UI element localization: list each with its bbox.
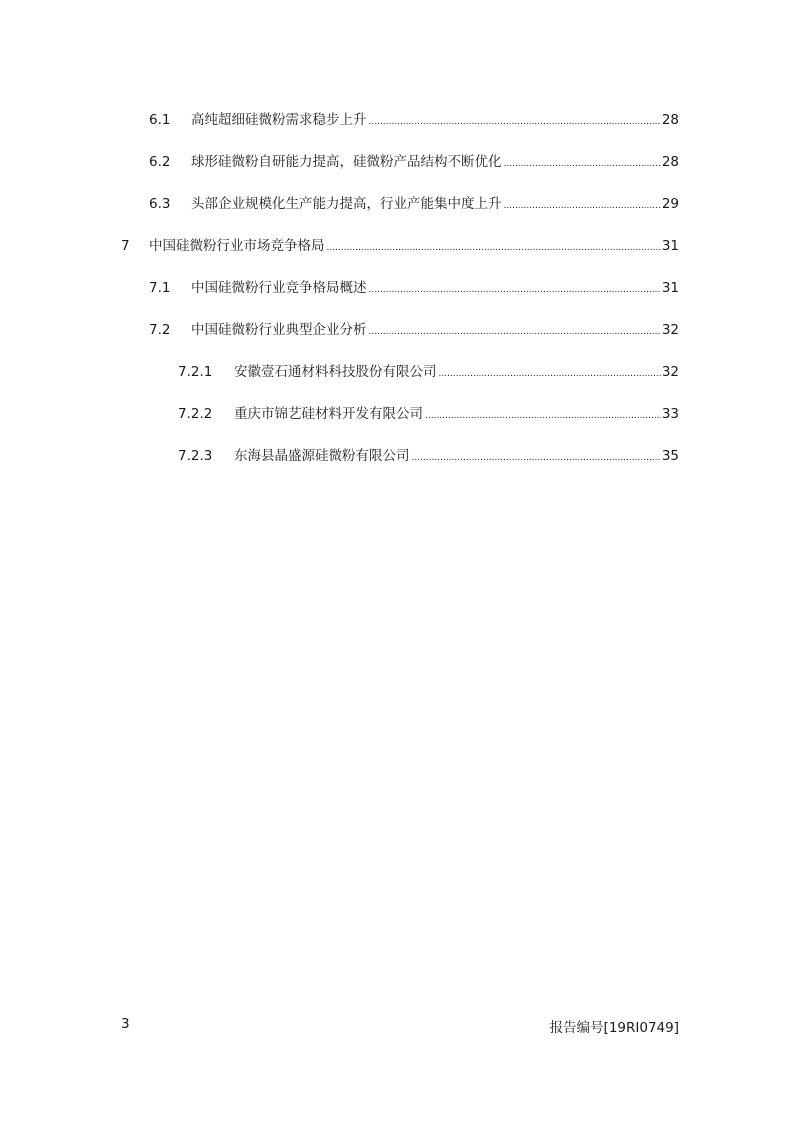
toc-entry-page: 32 <box>661 322 679 338</box>
toc-entry-title: 中国硅微粉行业竞争格局概述 <box>191 280 367 296</box>
footer-report-id: 报告编号[19RI0749] <box>549 1020 679 1036</box>
toc-entry-title: 高纯超细硅微粉需求稳步上升 <box>191 112 367 128</box>
toc-entry-page: 31 <box>661 280 679 296</box>
toc-entry-title: 中国硅微粉行业市场竞争格局 <box>149 238 325 254</box>
footer-page-number: 3 <box>121 1016 130 1032</box>
toc-entry-page: 28 <box>661 154 679 170</box>
toc-entry-title: 东海县晶盛源硅微粉有限公司 <box>234 448 410 464</box>
toc-entry-page: 33 <box>661 406 679 422</box>
toc-entry-7-2[interactable] <box>149 318 679 338</box>
toc-dot-leader <box>425 412 661 421</box>
toc-entry-7-1[interactable] <box>149 276 679 296</box>
toc-entry-6-3[interactable] <box>149 192 679 212</box>
toc-entry-page: 35 <box>661 448 679 464</box>
toc-dot-leader <box>439 370 661 379</box>
toc-dot-leader <box>369 118 661 127</box>
toc-entry-title: 中国硅微粉行业典型企业分析 <box>191 322 367 338</box>
toc-entry-title: 球形硅微粉自研能力提高，硅微粉产品结构不断优化 <box>191 154 502 170</box>
toc-entry-6-2[interactable] <box>149 150 679 170</box>
toc-entry-7-2-3[interactable] <box>178 444 679 464</box>
toc-entry-page: 29 <box>661 196 679 212</box>
toc-entry-page: 32 <box>661 364 679 380</box>
toc-dot-leader <box>412 454 661 463</box>
toc-entry-title: 安徽壹石通材料科技股份有限公司 <box>234 364 437 380</box>
toc-entry-7[interactable] <box>121 234 679 254</box>
toc-dot-leader <box>369 328 661 337</box>
toc-entry-page: 31 <box>661 238 679 254</box>
toc-entry-number: 6.1 <box>149 112 171 128</box>
toc-entry-number: 7.2.3 <box>178 448 213 464</box>
toc-entry-title: 头部企业规模化生产能力提高，行业产能集中度上升 <box>191 196 502 212</box>
toc-entry-number: 7.1 <box>149 280 171 296</box>
toc-entry-7-2-2[interactable] <box>178 402 679 422</box>
toc-dot-leader <box>369 286 661 295</box>
toc-entry-number: 7.2.1 <box>178 364 213 380</box>
toc-entry-number: 6.2 <box>149 154 171 170</box>
toc-entry-page: 28 <box>661 112 679 128</box>
toc-dot-leader <box>504 202 661 211</box>
toc-entry-7-2-1[interactable] <box>178 360 679 380</box>
toc-entry-number: 7.2.2 <box>178 406 213 422</box>
toc-entry-title: 重庆市锦艺硅材料开发有限公司 <box>234 406 423 422</box>
toc-entry-number: 7.2 <box>149 322 171 338</box>
toc-entry-number: 6.3 <box>149 196 171 212</box>
toc-entry-number: 7 <box>121 238 130 254</box>
toc-entry-6-1[interactable] <box>149 108 679 128</box>
toc-dot-leader <box>504 160 661 169</box>
toc-dot-leader <box>327 244 661 253</box>
